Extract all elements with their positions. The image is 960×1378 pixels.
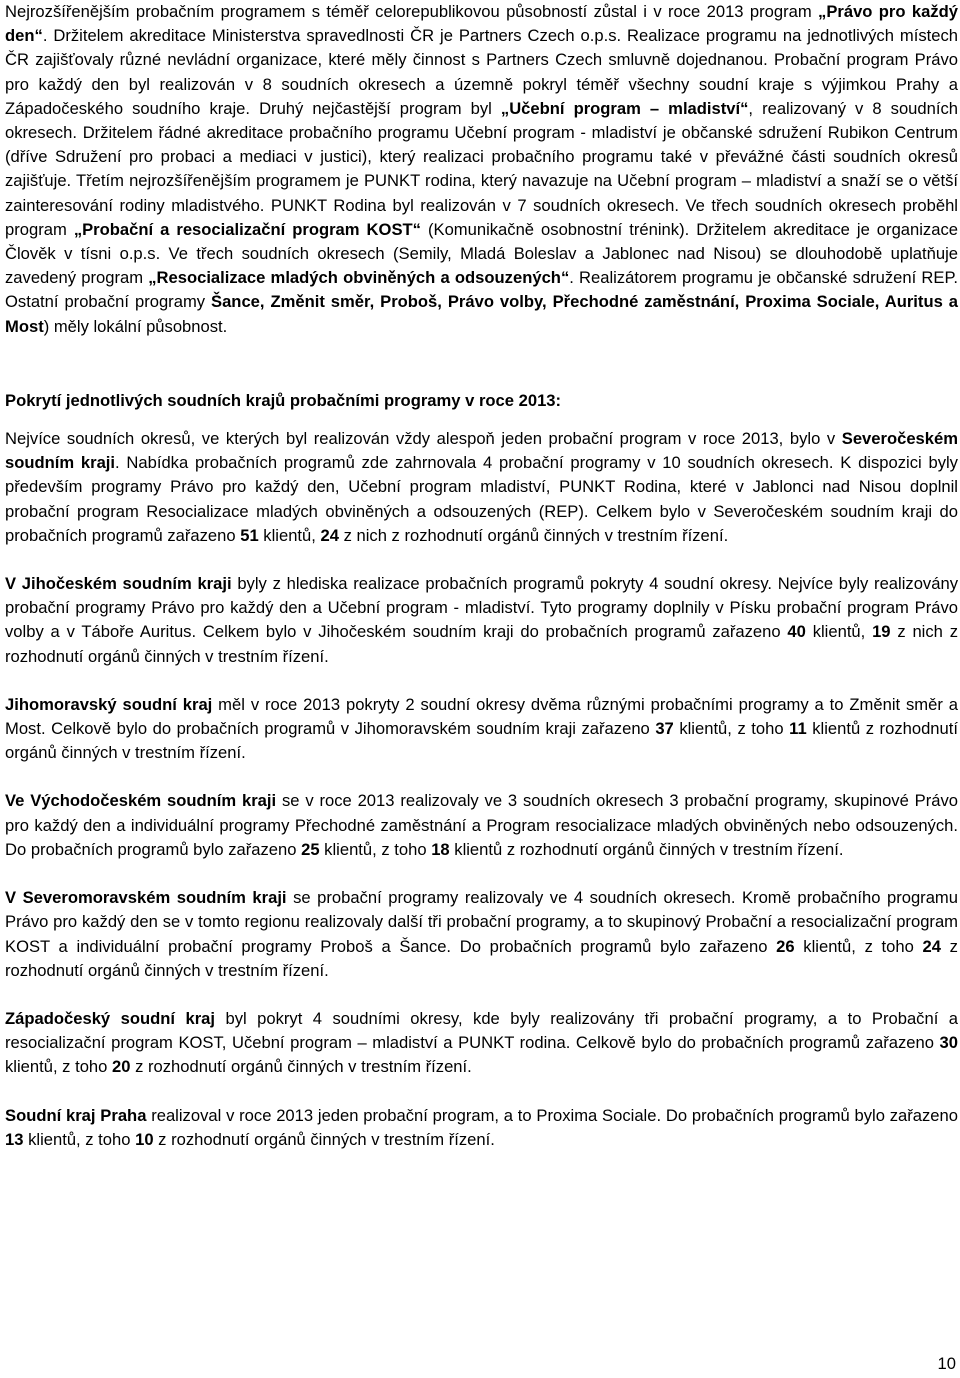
intro-text-1: Nejrozšířenějším probačním programem s téměř celorepublikovou působností zůstal i v roce 2013 program [5, 2, 819, 21]
intro-bold-rep: „Resocializace mladých obviněných a odsouzených“ [148, 268, 570, 288]
intro-text-2: . Držitelem akreditace Ministerstva spravedlnosti ČR je Partners Czech o.p.s. Realizace programu na jednotlivých místech ČR zajišťovaly různé nevládní organizace, které měly činnost s Partners Czech smluvně dojednanou. Probační program Právo pro každý den byl realizován v 8 soudních okresech a územně pokryl téměř všechny soudní kraje s výjimkou Prahy a Západočeského soudního kraje. Druhý nejčastější program byl [5, 26, 958, 118]
praha-text-2: klientů, z toho [23, 1129, 136, 1149]
jihocesky-clients: 40 [787, 622, 806, 642]
jihomoravsky-text-3: klientů z rozhodnutí orgánů činných v trestním řízení. [5, 719, 958, 763]
praha-text-3: z rozhodnutí orgánů činných v trestním řízení. [153, 1129, 495, 1149]
intro-paragraph [5, 0, 958, 339]
vychodocesky-bold-region: Ve Východočeském soudním kraji [5, 791, 277, 811]
jihomoravsky-text-2: klientů, z toho [673, 719, 790, 739]
zapadocesky-court-clients: 20 [112, 1057, 131, 1077]
zapadocesky-bold-region: Západočeský soudní kraj [5, 1008, 215, 1028]
praha-clients: 13 [5, 1129, 24, 1149]
zapadocesky-clients: 30 [939, 1033, 958, 1053]
severomoravsky-bold-region: V Severomoravském soudním kraji [5, 888, 287, 908]
paragraph-praha [5, 1104, 958, 1152]
praha-court-clients: 10 [135, 1129, 154, 1149]
severocesky-court-clients: 24 [320, 525, 339, 545]
severocesky-text-4: z nich z rozhodnutí orgánů činných v trestním řízení. [338, 525, 729, 545]
intro-bold-ucebni: „Učební program – mladiství“ [500, 98, 749, 118]
severocesky-text-1: Nejvíce soudních okresů, ve kterých byl realizován vždy alespoň jeden probační program v roce 2013, bylo v [5, 429, 842, 449]
section-heading: Pokrytí jednotlivých soudních krajů probačními programy v roce 2013: [5, 390, 562, 410]
vychodocesky-text-2: klientů, z toho [319, 839, 432, 859]
severomoravsky-clients: 26 [776, 936, 795, 956]
jihocesky-text-1: byly z hlediska realizace probačních programů pokryty 4 soudní okresy. Nejvíce byly realizovány probační programy Právo pro každý den a Učební program - mladiství. Tyto programy doplnily v Písku probační program Právo volby a v Táboře Auritus. Celkem bylo v Jihočeském soudním kraji do probačních programů zařazeno [5, 574, 958, 642]
intro-bold-others: Šance, Změnit směr, Proboš, Právo volby, Přechodné zaměstnání, Proxima Sociale, Auritus a Most [5, 292, 958, 336]
intro-text-3: , realizovaný v 8 soudních okresech. Držitelem řádné akreditace probačního programu Učební program - mladiství je občanské sdružení Rubikon Centrum (dříve Sdružení pro probaci a mediaci v justici), který realizaci probačního programu také v převážné části soudních okresů zajišťuje. Třetím nejrozšířenějším programem je PUNKT rodina, který navazuje na Učební program – mladiství a snaží se o větší zainteresování rodiny mladistvého. PUNKT Rodina byl realizován v 7 soudních okresech. Ve třech soudních okresech proběhl program [5, 98, 959, 239]
intro-text-4: (Komunikačně osobnostní trénink). Držitelem akreditace je organizace Člověk v tísni o.p.s. Ve třech soudních okresech (Semily, Mladá Boleslav a Jablonec nad Nisou) se dlouhodobě uplatňuje zavedený program [5, 219, 958, 288]
jihomoravsky-clients: 37 [655, 719, 674, 739]
severocesky-clients: 51 [240, 525, 259, 545]
intro-text-6: ) měly lokální působnost. [43, 316, 228, 336]
paragraph-severocesky [5, 427, 958, 548]
zapadocesky-text-2: klientů, z toho [5, 1057, 113, 1077]
vychodocesky-text-1: se v roce 2013 realizovaly ve 3 soudních okresech 3 probační programy, skupinové Právo pro každý den a individuální programy Přechodné zaměstnání a Program resocializace mladých obviněných nebo odsouzených. Do probačních programů bylo zařazeno [5, 791, 959, 859]
jihocesky-bold-region: V Jihočeském soudním kraji [5, 574, 232, 594]
intro-bold-kost: „Probační a resocializační program KOST“ [73, 219, 421, 239]
zapadocesky-text-1: byl pokryt 4 soudními okresy, kde byly realizovány tři probační programy, a to Probační a resocializační program KOST, Učební program – mladiství a PUNKT rodina. Celkově bylo do probačních programů zařazeno [5, 1008, 958, 1053]
severomoravsky-text-1: se probační programy realizovaly ve 4 soudních okresech. Kromě probačního programu Právo pro každý den se v tomto regionu realizovaly další tři probační programy, a to skupinový Probační a resocializační program KOST a individuální probační programy Proboš a Šance. Do probačních programů bylo zařazeno [5, 888, 958, 956]
jihomoravsky-bold-region: Jihomoravský soudní kraj [5, 694, 213, 714]
vychodocesky-clients: 25 [301, 839, 320, 859]
praha-bold-region: Soudní kraj Praha [5, 1105, 147, 1125]
zapadocesky-text-3: z rozhodnutí orgánů činných v trestním řízení. [130, 1057, 472, 1077]
paragraph-severomoravsky [5, 886, 958, 983]
intro-bold-pravo: „Právo pro každý den“ [5, 2, 958, 46]
severocesky-bold-region: Severočeském soudním kraji [5, 429, 958, 473]
jihomoravsky-court-clients: 11 [789, 719, 807, 739]
praha-text-1: realizoval v roce 2013 jeden probační program, a to Proxima Sociale. Do probačních programů bylo zařazeno [146, 1105, 958, 1125]
vychodocesky-text-3: klientů z rozhodnutí orgánů činných v trestním řízení. [449, 839, 844, 859]
severomoravsky-court-clients: 24 [922, 936, 941, 956]
jihomoravsky-text-1: měl v roce 2013 pokryty 2 soudní okresy dvěma různými probačními programy a to Změnit směr a Most. Celkově bylo do probačních programů v Jihomoravském soudním kraji zařazeno [5, 694, 958, 739]
document-page [5, 0, 958, 1152]
vychodocesky-court-clients: 18 [431, 839, 450, 859]
paragraph-zapadocesky [5, 1007, 958, 1080]
severomoravsky-text-3: z rozhodnutí orgánů činných v trestním řízení. [5, 936, 958, 980]
jihocesky-text-3: z nich z rozhodnutí orgánů činných v trestním řízení. [5, 622, 958, 666]
severocesky-text-3: klientů, [258, 525, 321, 545]
paragraph-jihocesky [5, 572, 958, 669]
paragraph-jihomoravsky [5, 693, 958, 766]
intro-text-5: . Realizátorem programu je občanské sdružení REP. Ostatní probační programy [5, 268, 959, 312]
jihocesky-court-clients: 19 [872, 622, 891, 642]
paragraph-vychodocesky [5, 789, 958, 862]
severomoravsky-text-2: klientů, z toho [794, 936, 923, 956]
severocesky-text-2: . Nabídka probačních programů zde zahrnovala 4 probační programy v 10 soudních okresech. K dispozici byly především programy Právo pro každý den, Učební program mladiství, PUNKT Rodina, které v Jablonci nad Nisou doplnil probační program Resocializace mladých obviněných a odsouzených (REP). Celkem bylo v Severočeském soudním kraji do probačních programů zařazeno [5, 453, 958, 545]
page-number: 10 [937, 1353, 956, 1373]
jihocesky-text-2: klientů, [805, 622, 873, 642]
